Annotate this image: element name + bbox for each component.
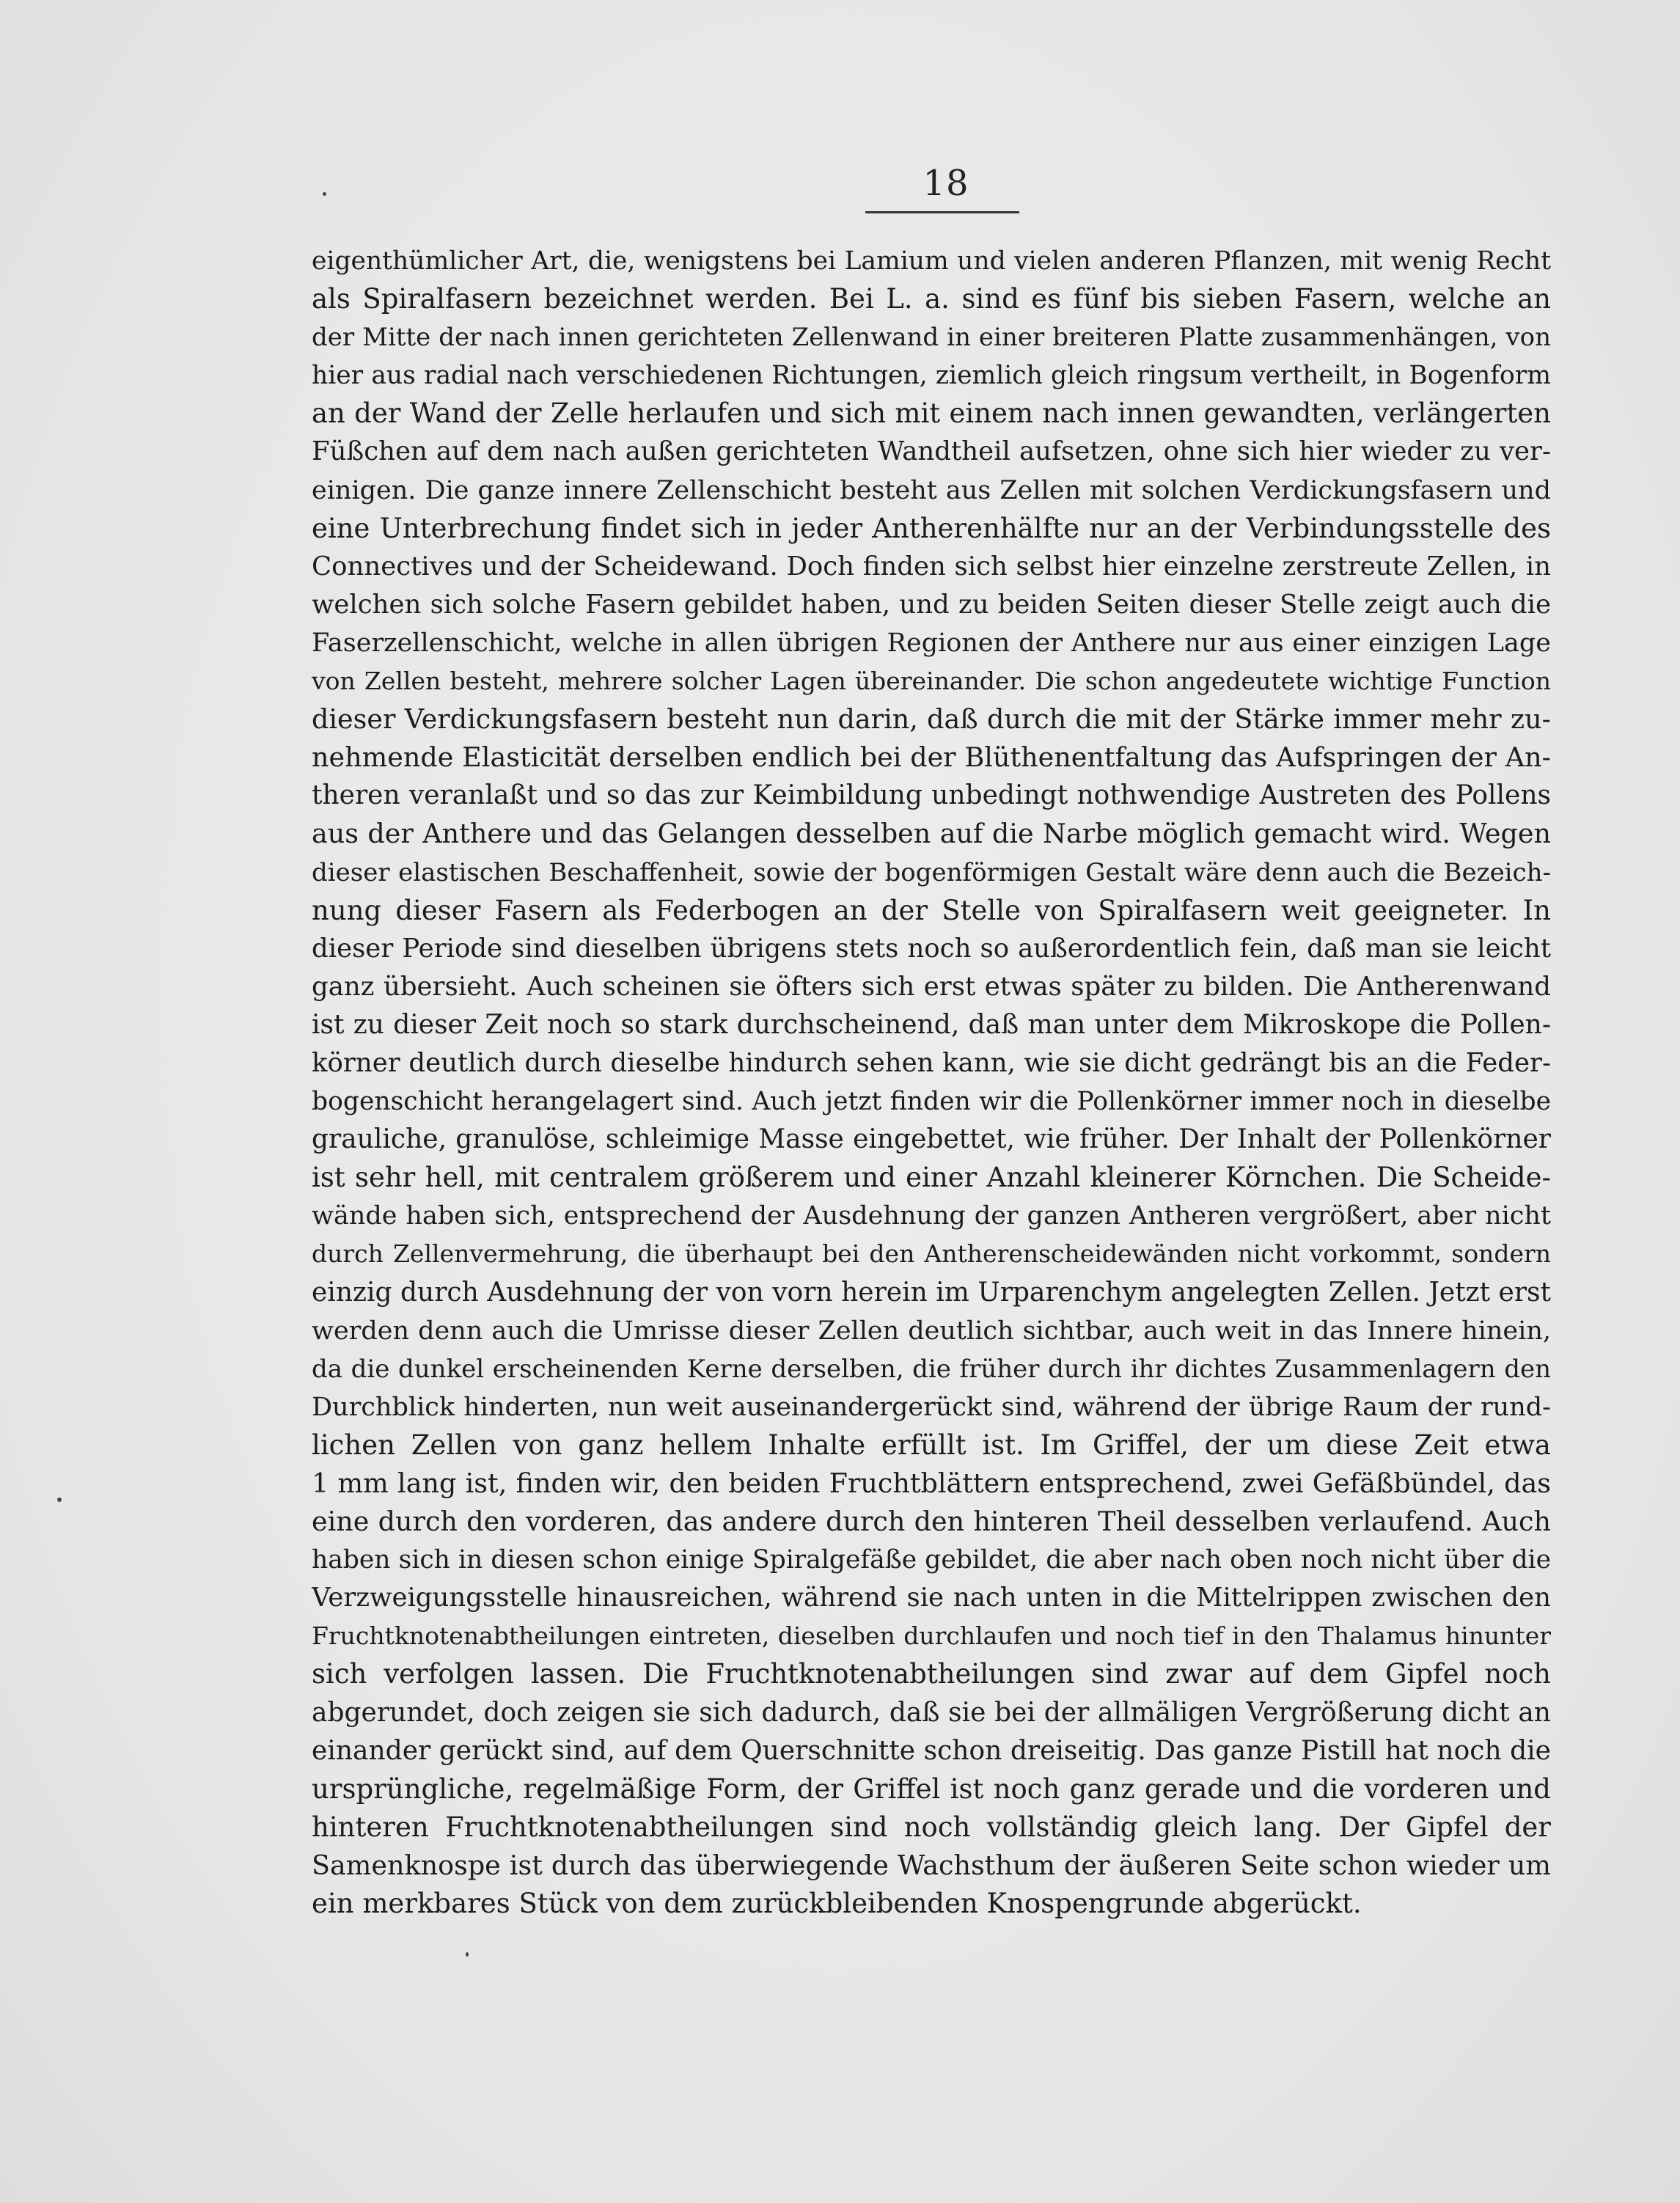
text-line: hier aus radial nach verschiedenen Richtungen, ziemlich gleich ringsum vertheilt, in Bogenform — [312, 361, 1551, 391]
text-line: körner deutlich durch dieselbe hindurch sehen kann, wie sie dicht gedrängt bis an die Feder- — [312, 1047, 1551, 1078]
text-line: da die dunkel erscheinenden Kerne derselben, die früher durch ihr dichtes Zusammenlagern den — [312, 1354, 1551, 1384]
text-line: der Mitte der nach innen gerichteten Zellenwand in einer breiteren Platte zusammenhängen, von — [312, 323, 1551, 353]
text-line: dieser elastischen Beschaffenheit, sowie der bogenförmigen Gestalt wäre denn auch die Bezeich- — [312, 857, 1551, 887]
text-line: sich verfolgen lassen. Die Fruchtknotenabtheilungen sind zwar auf dem Gipfel noch — [312, 1658, 1551, 1690]
text-line: ist zu dieser Zeit noch so stark durchscheinend, daß man unter dem Mikroskope die Pollen- — [312, 1009, 1551, 1040]
text-line: von Zellen besteht, mehrere solcher Lagen übereinander. Die schon angedeutete wichtige Function — [312, 667, 1551, 696]
text-line: werden denn auch die Umrisse dieser Zellen deutlich sichtbar, auch weit in das Innere hinein, — [312, 1316, 1551, 1346]
text-line: Füßchen auf dem nach außen gerichteten Wandtheil aufsetzen, ohne sich hier wieder zu ver- — [312, 436, 1551, 467]
text-line: grauliche, granulöse, schleimige Masse eingebettet, wie früher. Der Inhalt der Pollenkörner — [312, 1124, 1551, 1155]
paper-speck — [323, 192, 326, 196]
text-line: haben sich in diesen schon einige Spiralgefäße gebildet, die aber nach oben noch nicht über die — [312, 1545, 1551, 1575]
text-line: Connectives und der Scheidewand. Doch finden sich selbst hier einzelne zerstreute Zellen, in — [312, 551, 1551, 582]
text-line: dieser Periode sind dieselben übrigens stets noch so außerordentlich fein, daß man sie leicht — [312, 933, 1551, 964]
text-line: eine durch den vorderen, das andere durch den hinteren Theil desselben verlaufend. Auch — [312, 1506, 1551, 1538]
body-text — [312, 242, 1551, 1923]
text-line: hinteren Fruchtknotenabtheilungen sind noch vollständig gleich lang. Der Gipfel der — [312, 1811, 1551, 1843]
text-line: lichen Zellen von ganz hellem Inhalte erfüllt ist. Im Griffel, der um diese Zeit etwa — [312, 1429, 1551, 1461]
text-line: theren veranlaßt und so das zur Keimbildung unbedingt nothwendige Austreten des Pollens — [312, 780, 1551, 811]
text-line: welchen sich solche Fasern gebildet haben, und zu beiden Seiten dieser Stelle zeigt auch die — [312, 589, 1551, 620]
text-line: durch Zellenvermehrung, die überhaupt bei den Antherenscheidewänden nicht vorkommt, sondern — [312, 1239, 1551, 1269]
text-line: einigen. Die ganze innere Zellenschicht besteht aus Zellen mit solchen Verdickungsfasern und — [312, 475, 1551, 505]
text-line: eine Unterbrechung findet sich in jeder Antherenhälfte nur an der Verbindungsstelle des — [312, 512, 1551, 544]
text-line: ganz übersieht. Auch scheinen sie öfters sich erst etwas später zu bilden. Die Antherenwand — [312, 971, 1551, 1002]
text-line: dieser Verdickungsfasern besteht nun darin, daß durch die mit der Stärke immer mehr zu- — [312, 703, 1551, 736]
text-line: Verzweigungsstelle hinausreichen, während sie nach unten in die Mittelrippen zwischen den — [312, 1583, 1551, 1613]
text-line: nung dieser Fasern als Federbogen an der Stelle von Spiralfasern weit geeigneter. In — [312, 894, 1551, 926]
page-number: 18 — [922, 163, 969, 204]
text-line: Samenknospe ist durch das überwiegende Wachsthum der äußeren Seite schon wieder um — [312, 1849, 1551, 1881]
text-line: einzig durch Ausdehnung der von vorn herein im Urparenchym angelegten Zellen. Jetzt erst — [312, 1277, 1551, 1308]
text-line: als Spiralfasern bezeichnet werden. Bei L. a. sind es fünf bis sieben Fasern, welche an — [312, 283, 1551, 315]
text-line: ist sehr hell, mit centralem größerem und einer Anzahl kleinerer Körnchen. Die Scheide- — [312, 1162, 1551, 1194]
text-line: bogenschicht herangelagert sind. Auch jetzt finden wir die Pollenkörner immer noch in dieselbe — [312, 1087, 1551, 1117]
text-line-last: ein merkbares Stück von dem zurückbleibenden Knospengrunde abgerückt. — [312, 1888, 1362, 1920]
text-line: an der Wand der Zelle herlaufen und sich mit einem nach innen gewandten, verlängerten — [312, 397, 1551, 430]
paper-speck — [466, 1952, 469, 1957]
paper-speck — [57, 1498, 62, 1502]
text-line: wände haben sich, entsprechend der Ausdehnung der ganzen Antheren vergrößert, aber nicht — [312, 1201, 1551, 1231]
text-line: Fruchtknotenabtheilungen eintreten, dieselben durchlaufen und noch tief in den Thalamus hinunter — [312, 1621, 1551, 1651]
text-line: ursprüngliche, regelmäßige Form, der Griffel ist noch ganz gerade und die vorderen und — [312, 1773, 1551, 1805]
header-rule — [865, 211, 1019, 213]
text-line: eigenthümlicher Art, die, wenigstens bei Lamium und vielen anderen Pflanzen, mit wenig Recht — [312, 246, 1551, 276]
text-line: abgerundet, doch zeigen sie sich dadurch, daß sie bei der allmäligen Vergrößerung dicht an — [312, 1697, 1551, 1728]
text-line: Durchblick hinderten, nun weit auseinandergerückt sind, während der übrige Raum der rund- — [312, 1392, 1551, 1422]
text-line: Faserzellenschicht, welche in allen übrigen Regionen der Anthere nur aus einer einzigen Lage — [312, 628, 1551, 658]
text-line: 1 mm lang ist, finden wir, den beiden Fruchtblättern entsprechend, zwei Gefäßbündel, das — [312, 1467, 1551, 1499]
text-line: aus der Anthere und das Gelangen desselben auf die Narbe möglich gemacht wird. Wegen — [312, 818, 1551, 850]
text-line: einander gerückt sind, auf dem Querschnitte schon dreiseitig. Das ganze Pistill hat noch die — [312, 1735, 1551, 1766]
text-line: nehmende Elasticität derselben endlich bei der Blüthenentfaltung das Aufspringen der An- — [312, 741, 1551, 774]
